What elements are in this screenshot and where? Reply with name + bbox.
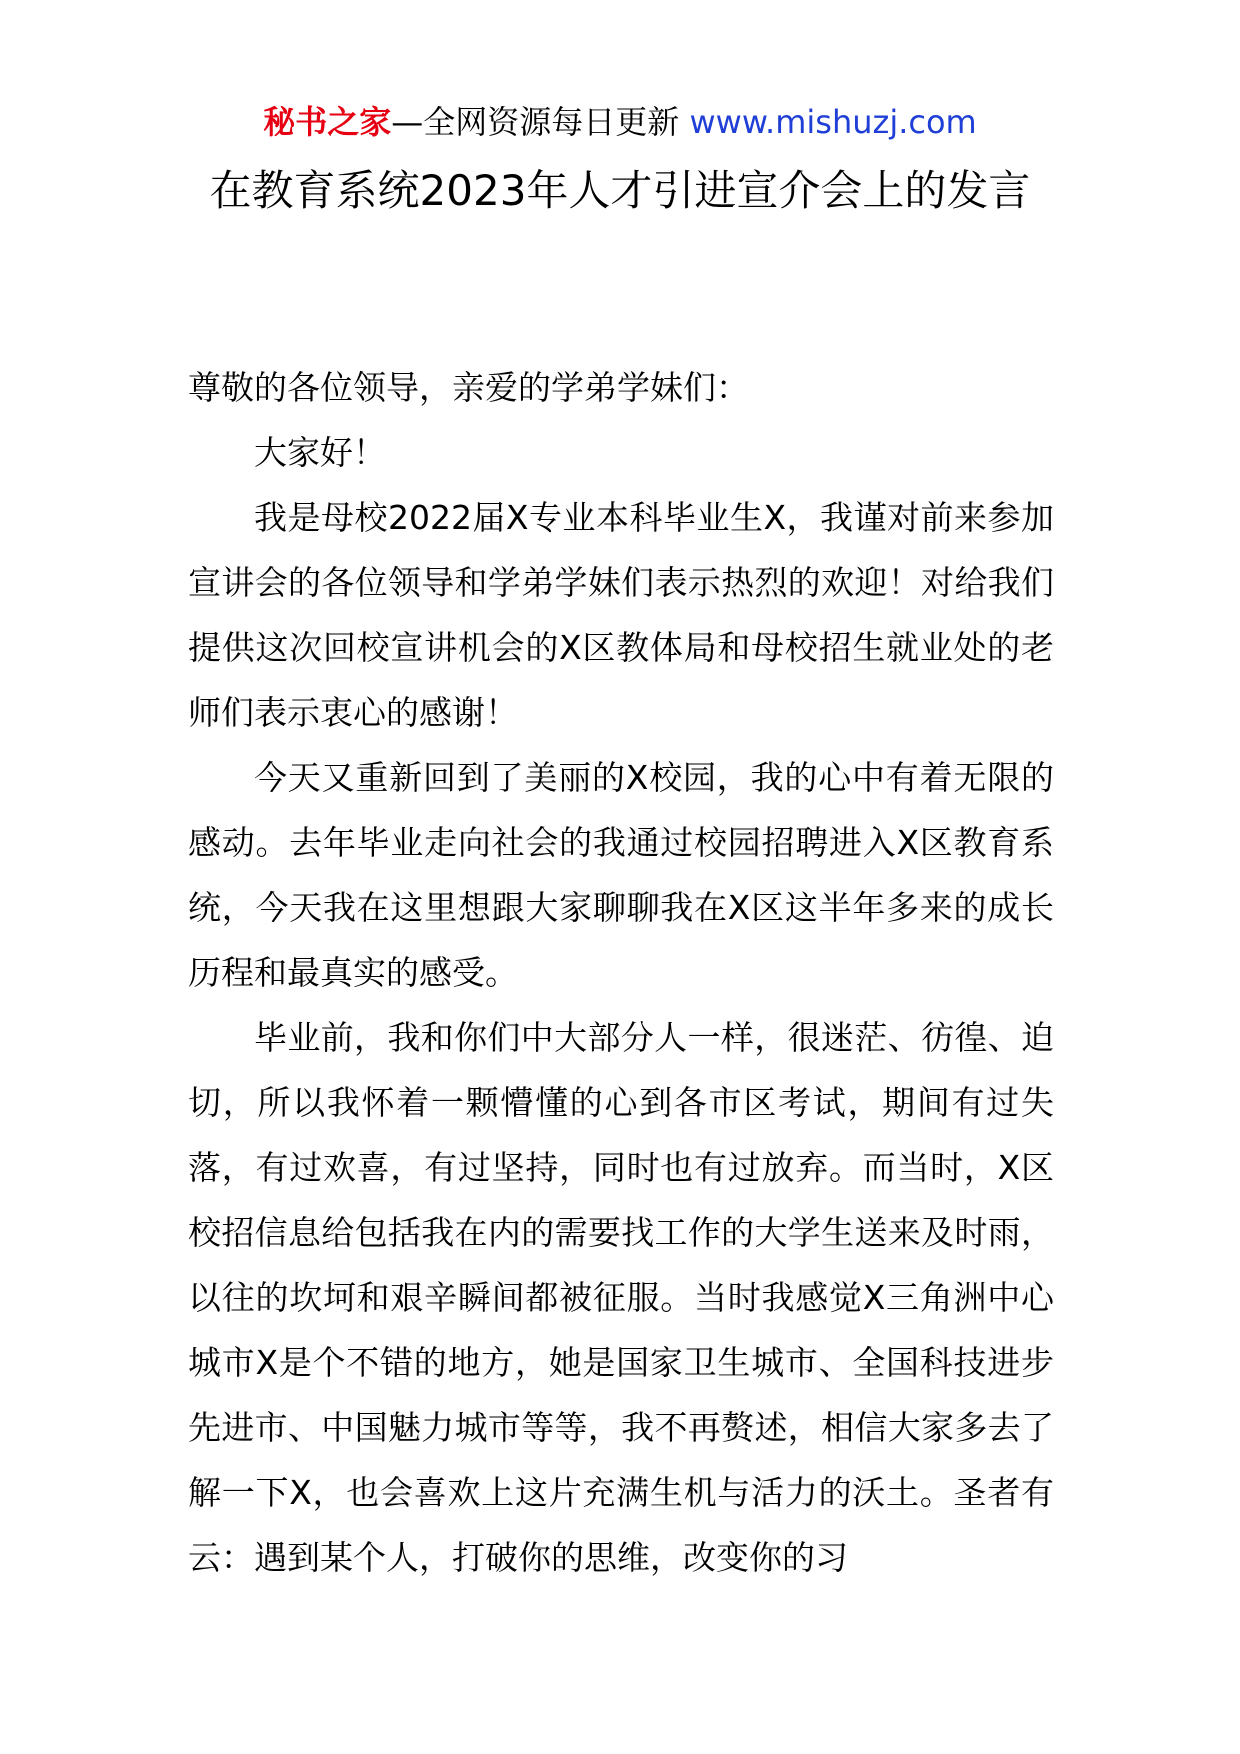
paragraph-before-graduation: 毕业前，我和你们中大部分人一样，很迷茫、彷徨、迫切，所以我怀着一颗懵懂的心到各市区考试，期间有过失落，有过欢喜，有过坚持，同时也有过放弃。而当时，X区校招信息给包括我在内的需要找工作的大学生送来及时雨，以往的坎坷和艰辛瞬间都被征服。当时我感觉X三角洲中心城市X是个不错的地方，她是国家卫生城市、全国科技进步先进市、中国魅力城市等等，我不再赘述，相信大家多去了解一下X，也会喜欢上这片充满生机与活力的沃土。圣者有云：遇到某个人，打破你的思维，改变你的习 (188, 1018, 1054, 1577)
salutation: 尊敬的各位领导，亲爱的学弟学妹们： (188, 368, 749, 407)
document-title: 在教育系统2023年人才引进宣介会上的发言 (209, 166, 1031, 215)
paragraph-greeting: 大家好！ (254, 433, 386, 472)
site-tagline: —全网资源每日更新 (391, 103, 680, 141)
document-body (188, 355, 1054, 1590)
site-header (0, 100, 1240, 144)
paragraph-introduction: 我是母校2022届X专业本科毕业生X，我谨对前来参加宣讲会的各位领导和学弟学妹们表示热烈的欢迎！对给我们提供这次回校宣讲机会的X区教体局和母校招生就业处的老师们表示衷心的感谢！ (188, 498, 1054, 732)
site-url-link[interactable]: www.mishuzj.com (689, 103, 977, 141)
site-brand: 秘书之家 (263, 103, 392, 141)
paragraph-return-campus: 今天又重新回到了美丽的X校园，我的心中有着无限的感动。去年毕业走向社会的我通过校园招聘进入X区教育系统，今天我在这里想跟大家聊聊我在X区这半年多来的成长历程和最真实的感受。 (188, 758, 1054, 992)
